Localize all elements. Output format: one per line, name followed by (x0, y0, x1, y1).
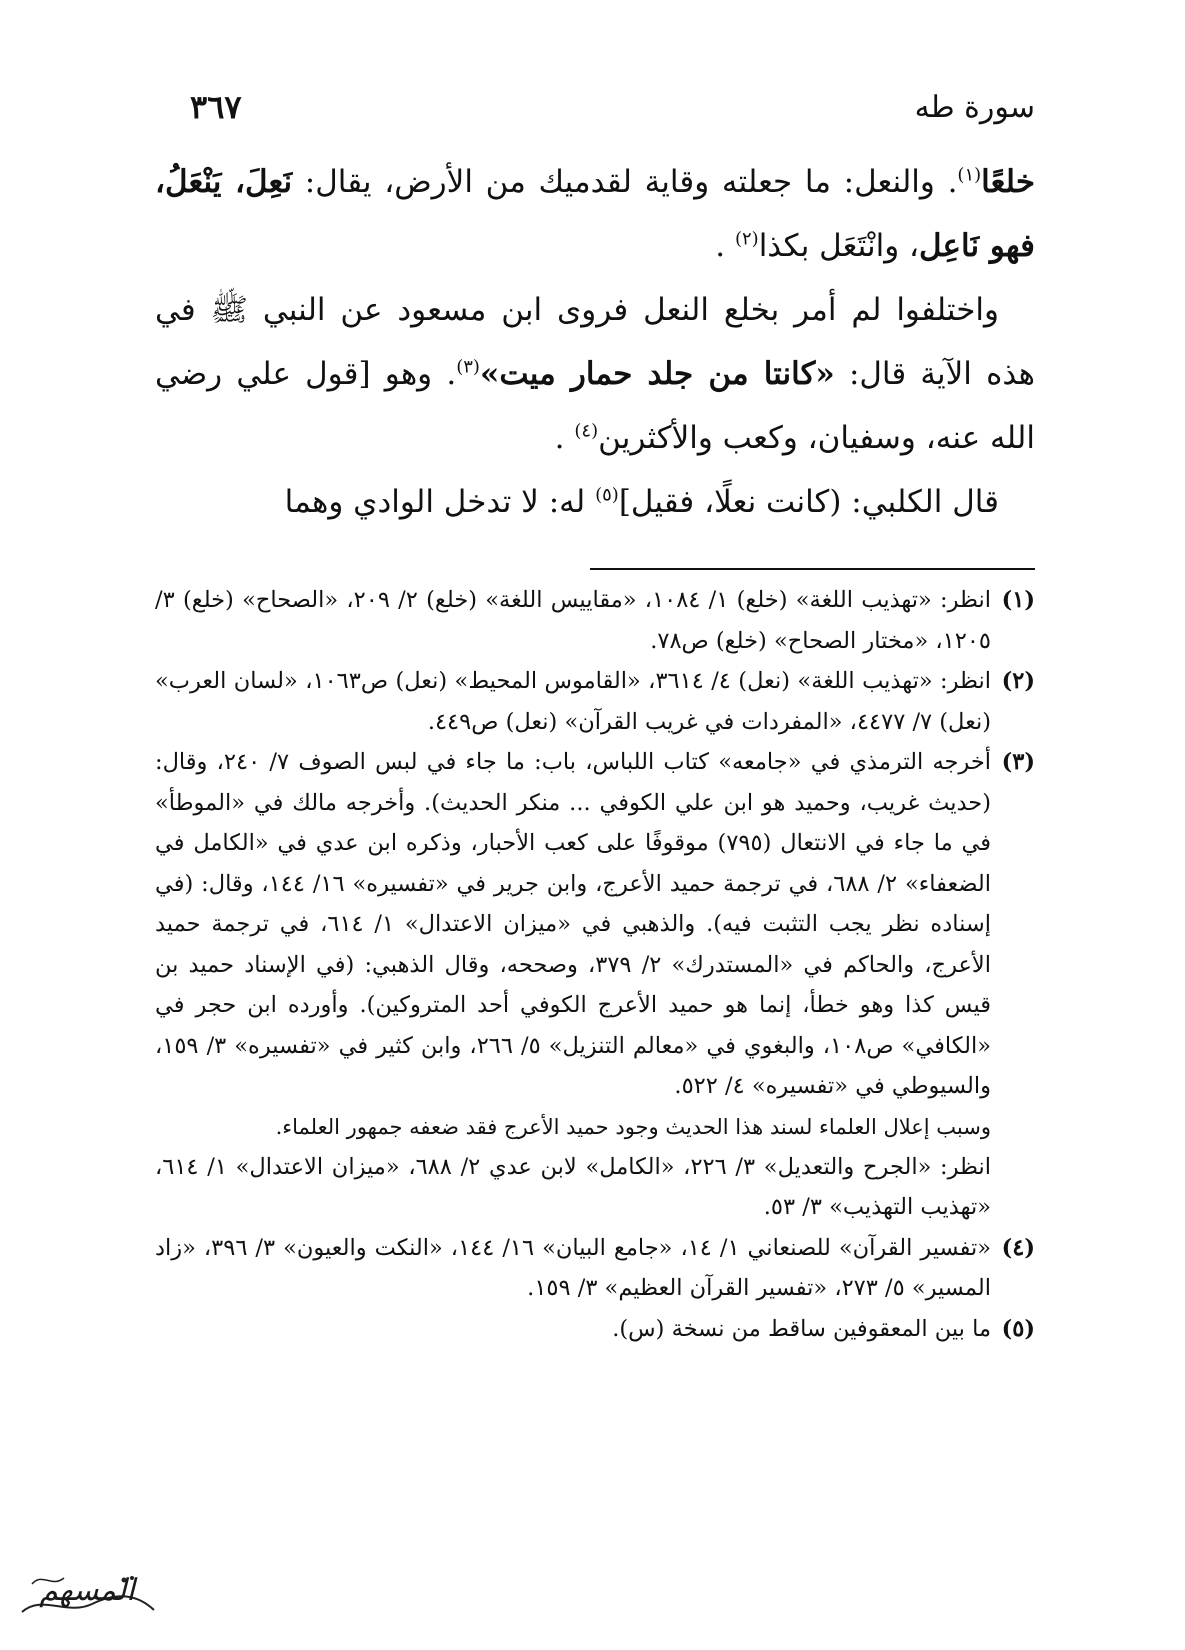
text-run: واختلفوا لم أمر بخلع النعل فروى ابن مسعود عن النبي ﷺ في هذه الآية قال: (155, 292, 1035, 392)
text-run: قال الكلبي: (كانت نعلًا، فقيل] (618, 484, 999, 520)
paragraph-3 (155, 470, 1035, 534)
text-run: . (554, 420, 575, 456)
footnote-divider (590, 568, 1035, 570)
footnote-ref: (٤) (574, 420, 599, 442)
footnotes (155, 580, 1035, 1349)
footnote-number: (٢) (1001, 668, 1035, 694)
footnote-text: ما بين المعقوفين ساقط من نسخة (س). (612, 1315, 991, 1342)
footnote-ref: (١) (957, 164, 982, 186)
footnote-text: أخرجه الترمذي في «جامعه» كتاب اللباس، باب: ما جاء في لبس الصوف ٧/ ٢٤٠، وقال: (حديث غريب، وحميد هو ابن علي الكوفي ... منكر الحديث). وأخرجه مالك في «الموطأ» في ما جاء في الانتعال (٧٩٥) موقوفًا على كعب الأحبار، وذكره ابن عدي في «الكامل في الضعفاء» ٢/ ٦٨٨، في ترجمة حميد الأعرج، وابن جرير في «تفسيره» ١٦/ ١٤٤، وقال: (في إسناده نظر يجب التثبت فيه). والذهبي في «ميزان الاعتدال» ١/ ٦١٤، في ترجمة حميد الأعرج، والحاكم في «المستدرك» ٢/ ٣٧٩، وصححه، وقال الذهبي: (في الإسناد حميد بن قيس كذا وهو خطأ، إنما هو حميد الأعرج الكوفي أحد المتروكين). وأورده ابن حجر في «الكافي» ص١٠٨، والبغوي في «معالم التنزيل» ٥/ ٢٦٦، وابن كثير في «تفسيره» ٣/ ١٥٩، والسيوطي في «تفسيره» ٤/ ٥٢٢. (155, 749, 992, 1099)
text-run: له: لا تدخل الوادي وهما (284, 484, 596, 520)
text-run: . (715, 228, 735, 264)
text-run-bold: نَعِلَ، يَنْعَلُ، فهو نَاعِل (155, 164, 1035, 264)
footnote-number: (٣) (1001, 749, 1035, 775)
footnote-note: وسبب إعلال العلماء لسند هذا الحديث وجود حميد الأعرج فقد ضعفه جمهور العلماء. (275, 1114, 991, 1139)
page-header (190, 82, 1035, 132)
footnote-4 (155, 1228, 1035, 1309)
text-run: . وهو [قول علي رضي الله عنه، وسفيان، وكعب والأكثرين (155, 356, 1035, 456)
footnote-3 (155, 742, 1035, 1228)
hadith-quote: «كانتا من جلد حمار ميت» (479, 356, 835, 392)
text-run: ، وانْتَعَل بكذا (758, 228, 920, 264)
footnote-text: «تفسير القرآن» للصنعاني ١/ ١٤، «جامع البيان» ١٦/ ١٤٤، «النكت والعيون» ٣/ ٣٩٦، «زاد المسير» ٥/ ٢٧٣، «تفسير القرآن العظيم» ٣/ ١٥٩. (155, 1234, 992, 1301)
footnote-2 (155, 661, 1035, 742)
footnote-ref: (٥) (595, 484, 619, 506)
surah-title: سورة طه (914, 89, 1035, 125)
text-run: . والنعل: ما جعلته وقاية لقدميك من الأرض، يقال: (292, 164, 958, 200)
logo-text: المسهم (39, 1573, 135, 1608)
footnote-text: انظر: «تهذيب اللغة» (خلع) ١/ ١٠٨٤، «مقاييس اللغة» (خلع) ٢/ ٢٠٩، «الصحاح» (خلع) ٣/ ١٢٠٥، «مختار الصحاح» (خلع) ص٧٨. (155, 587, 992, 654)
page-number: ٣٦٧ (190, 88, 242, 126)
main-text (155, 150, 1035, 534)
footnote-ref: (٣) (456, 356, 480, 378)
text-run: خلعًا (981, 164, 1035, 200)
footnote-number: (٥) (1001, 1315, 1035, 1342)
footnote-5 (155, 1309, 1035, 1350)
footnote-ref: (٢) (734, 228, 759, 250)
publisher-logo (12, 1564, 162, 1626)
footnote-1 (155, 580, 1035, 661)
footnote-text: انظر: «الجرح والتعديل» ٣/ ٢٢٦، «الكامل» لابن عدي ٢/ ٦٨٨، «ميزان الاعتدال» ١/ ٦١٤، «تهذيب التهذيب» ٣/ ٥٣. (155, 1153, 992, 1220)
paragraph-2 (155, 278, 1035, 470)
footnote-number: (١) (1001, 587, 1035, 613)
paragraph-1 (155, 150, 1035, 278)
footnote-text: انظر: «تهذيب اللغة» (نعل) ٤/ ٣٦١٤، «القاموس المحيط» (نعل) ص١٠٦٣، «لسان العرب» (نعل) ٧/ ٤٤٧٧، «المفردات في غريب القرآن» (نعل) ص٤٤٩. (155, 668, 992, 735)
footnote-number: (٤) (1001, 1234, 1035, 1261)
